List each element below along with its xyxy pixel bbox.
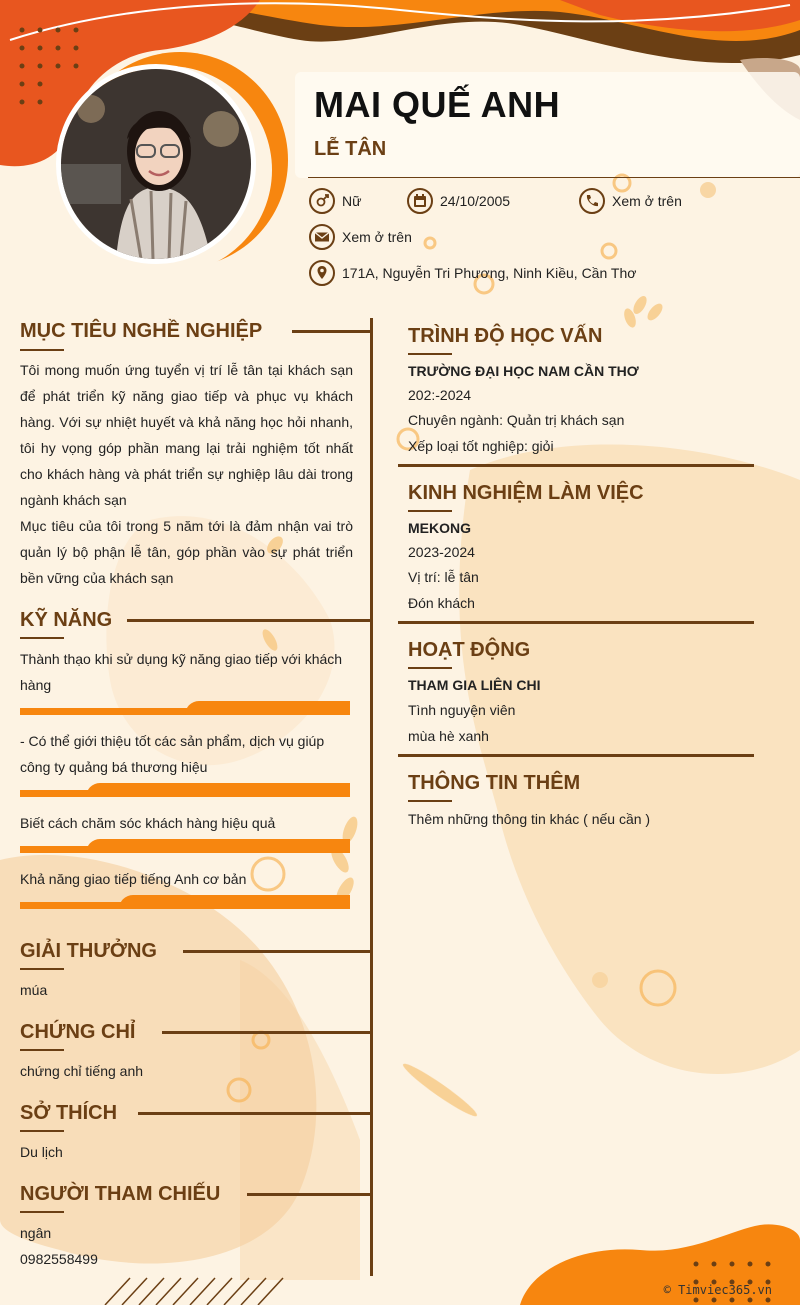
gender-value: Nữ: [342, 193, 362, 209]
skill-1-text: Thành thạo khi sử dụng kỹ năng giao tiếp với khách hàng: [20, 651, 343, 693]
candidate-name: MAI QUẾ ANH: [314, 84, 561, 125]
contact-gender: [309, 188, 361, 214]
awards-rule: [183, 950, 372, 953]
objective-paragraph-1: Tôi mong muốn ứng tuyển vị trí lễ tân tại khách sạn để phát triển kỹ năng giao tiếp và phục vụ khách hàng. Với sự nhiệt huyết và khả năng học hỏi nhanh, tôi hy vọng góp phần mang lại trải nghiệm tốt nhất cho khách hàng và phát triển sự nghiệp lâu dài trong ngành khách sạn: [20, 362, 353, 508]
dob-value: 24/10/2005: [440, 193, 511, 209]
hobbies-underline: [20, 1130, 64, 1132]
contact-dob: [407, 188, 510, 214]
skill-4-fill: [119, 895, 350, 909]
objective-underline: [20, 349, 64, 351]
calendar-icon: [407, 188, 433, 214]
references-rule: [247, 1193, 372, 1196]
location-pin-icon: [309, 260, 335, 286]
education-years: 202:-2024: [408, 387, 472, 403]
email-icon: [309, 224, 335, 250]
certificates-rule: [162, 1031, 372, 1034]
experience-task: Đón khách: [408, 595, 475, 611]
education-school: TRƯỜNG ĐẠI HỌC NAM CẦN THƠ: [408, 363, 639, 379]
activities-event: mùa hè xanh: [408, 728, 489, 744]
hobbies-text: Du lịch: [20, 1144, 63, 1160]
footer-watermark: © Timviec365.vn: [663, 1283, 772, 1297]
objective-title: MỤC TIÊU NGHỀ NGHIỆP: [20, 320, 263, 342]
education-grade: Xếp loại tốt nghiệp: giỏi: [408, 438, 554, 454]
activities-role: Tình nguyện viên: [408, 702, 516, 718]
phone-value: Xem ở trên: [612, 193, 682, 209]
experience-position: Vị trí: lễ tân: [408, 569, 479, 585]
certificates-text: chứng chỉ tiếng anh: [20, 1063, 144, 1079]
skill-4-bar: [20, 895, 350, 909]
awards-title: GIẢI THƯỞNG: [20, 940, 157, 962]
objective-rule: [292, 330, 372, 333]
skills-rule: [127, 619, 372, 622]
activities-divider: [398, 754, 754, 757]
skill-3-fill: [86, 839, 350, 853]
skill-3-text: Biết cách chăm sóc khách hàng hiệu quả: [20, 815, 276, 831]
more-info-text: Thêm những thông tin khác ( nếu cần ): [408, 811, 651, 827]
contact-address: [309, 260, 636, 286]
skill-2-text: - Có thể giới thiệu tốt các sản phẩm, dịch vụ giúp công ty quảng bá thương hiệu: [20, 733, 325, 775]
skills-underline: [20, 637, 64, 639]
job-title: LỄ TÂN: [314, 138, 387, 160]
skill-4-text: Khả năng giao tiếp tiếng Anh cơ bản: [20, 871, 247, 887]
skill-1-fill: [185, 701, 350, 715]
activities-org: THAM GIA LIÊN CHI: [408, 677, 541, 693]
contact-divider: [308, 177, 800, 178]
avatar-photo: [56, 64, 256, 264]
hobbies-title: SỞ THÍCH: [20, 1102, 118, 1124]
more-info-underline: [408, 800, 452, 802]
education-title: TRÌNH ĐỘ HỌC VẤN: [408, 325, 603, 347]
activities-underline: [408, 667, 452, 669]
experience-years: 2023-2024: [408, 544, 475, 560]
skill-1-bar: [20, 701, 350, 715]
reference-phone: 0982558499: [20, 1251, 98, 1267]
contact-email: [309, 224, 412, 250]
awards-underline: [20, 968, 64, 970]
references-title: NGƯỜI THAM CHIẾU: [20, 1183, 221, 1205]
gender-icon: [309, 188, 335, 214]
skill-3-bar: [20, 839, 350, 853]
education-underline: [408, 353, 452, 355]
certificates-title: CHỨNG CHỈ: [20, 1021, 136, 1043]
experience-company: MEKONG: [408, 520, 471, 536]
experience-divider: [398, 621, 754, 624]
skills-title: KỸ NĂNG: [20, 609, 113, 631]
hobbies-rule: [138, 1112, 372, 1115]
phone-icon: [579, 188, 605, 214]
more-info-title: THÔNG TIN THÊM: [408, 772, 581, 794]
education-major: Chuyên ngành: Quản trị khách sạn: [408, 412, 625, 428]
experience-title: KINH NGHIỆM LÀM VIỆC: [408, 482, 644, 504]
certificates-underline: [20, 1049, 64, 1051]
awards-text: múa: [20, 982, 48, 998]
reference-name: ngân: [20, 1225, 52, 1241]
objective-paragraph-2: Mục tiêu của tôi trong 5 năm tới là đảm nhận vai trò quản lý bộ phận lễ tân, góp phần vào sự phát triển bền vững của khách sạn: [20, 518, 353, 586]
references-underline: [20, 1211, 64, 1213]
education-divider: [398, 464, 754, 467]
address-value: 171A, Nguyễn Tri Phương, Ninh Kiều, Cần Thơ: [342, 265, 637, 281]
skill-2-fill: [86, 783, 350, 797]
contact-phone: [579, 188, 682, 214]
email-value: Xem ở trên: [342, 229, 412, 245]
experience-underline: [408, 510, 452, 512]
activities-title: HOẠT ĐỘNG: [408, 639, 531, 661]
skill-2-bar: [20, 783, 350, 797]
